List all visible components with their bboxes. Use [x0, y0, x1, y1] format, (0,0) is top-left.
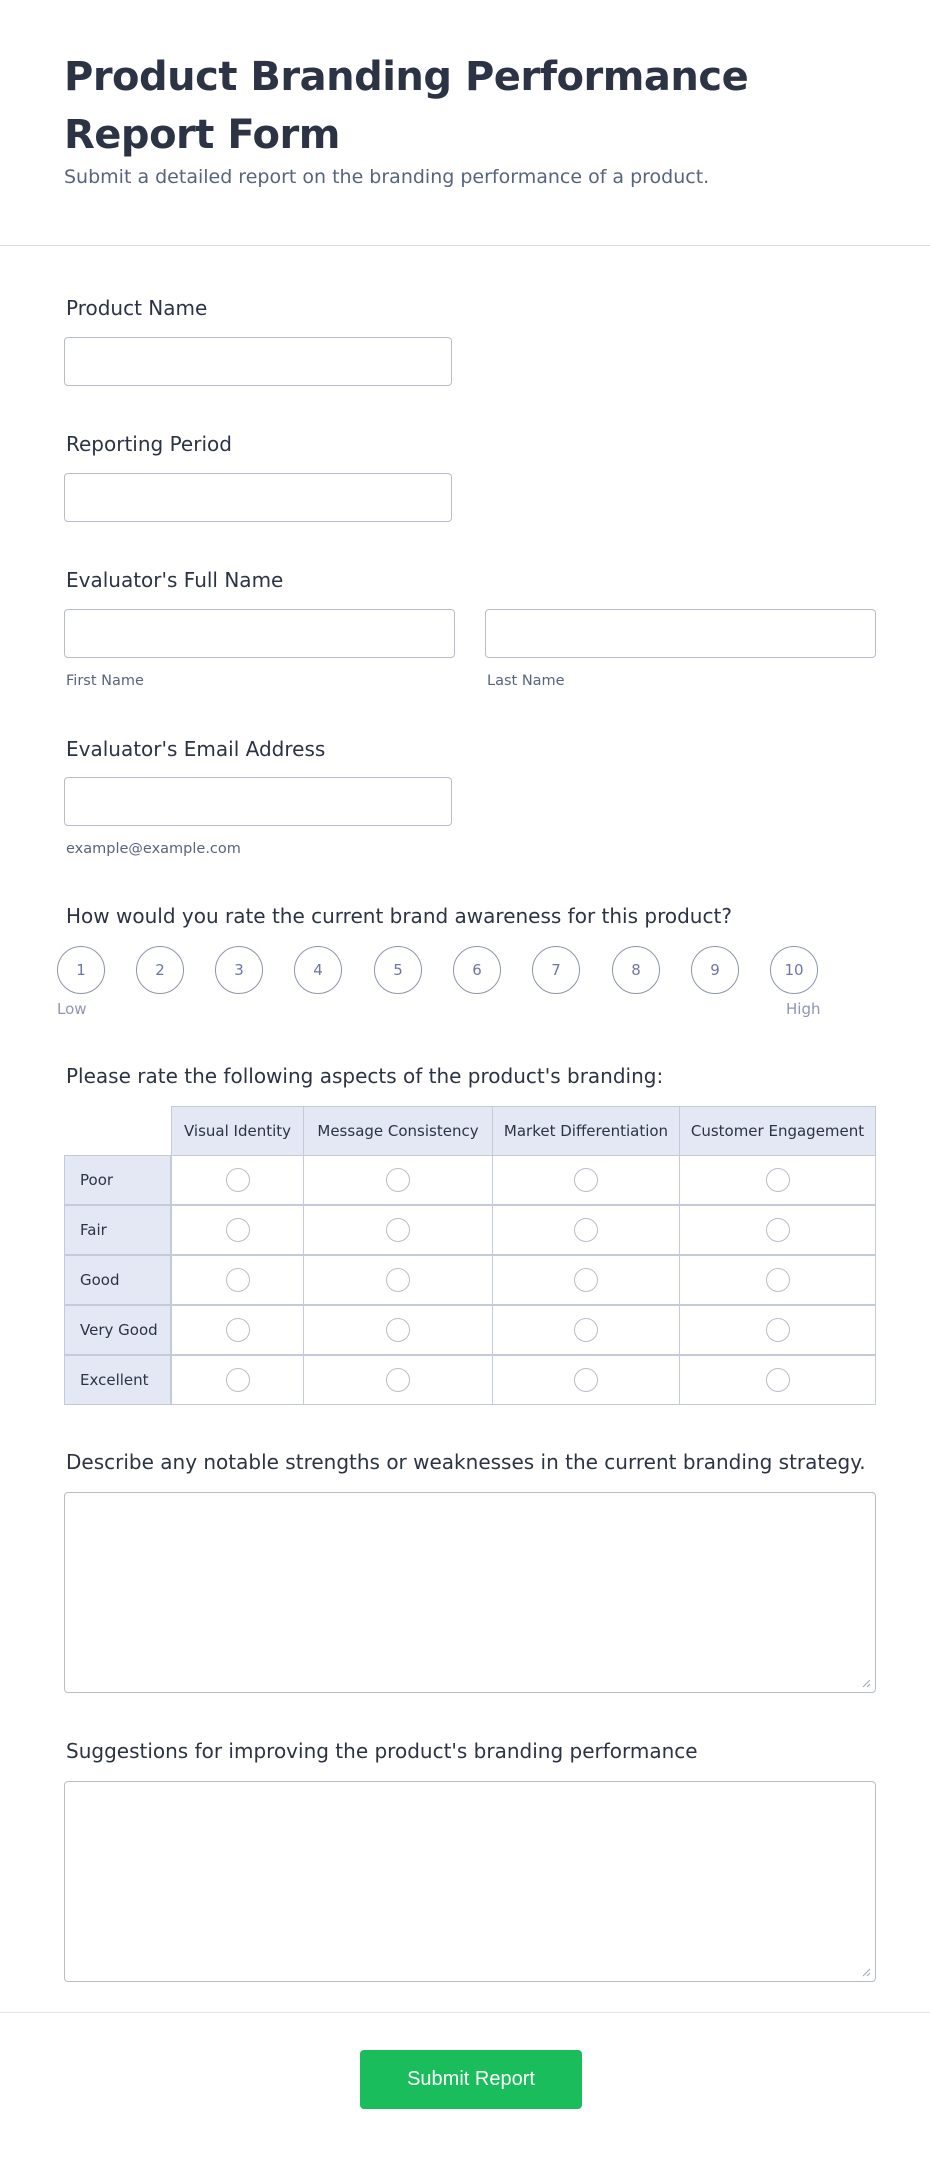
matrix-cell [679, 1305, 876, 1355]
form-subtitle: Submit a detailed report on the branding performance of a product. [64, 166, 710, 188]
strengths-textarea[interactable] [64, 1492, 876, 1693]
matrix-row-fair: Fair [64, 1205, 171, 1255]
email-sublabel: example@example.com [66, 841, 241, 857]
footer-divider [0, 2012, 930, 2013]
resize-grip-icon[interactable] [861, 1678, 871, 1688]
matrix-cell [303, 1255, 493, 1305]
evaluator-email-label: Evaluator's Email Address [66, 737, 326, 761]
matrix-radio-fair-message-consistency[interactable] [386, 1218, 410, 1242]
matrix-cell [679, 1205, 876, 1255]
matrix-radio-poor-visual-identity[interactable] [226, 1168, 250, 1192]
matrix-radio-good-customer-engagement[interactable] [766, 1268, 790, 1292]
branding-matrix [64, 1106, 876, 1405]
matrix-radio-good-visual-identity[interactable] [226, 1268, 250, 1292]
first-name-sublabel: First Name [66, 673, 144, 689]
matrix-radio-fair-customer-engagement[interactable] [766, 1218, 790, 1242]
matrix-row-poor: Poor [64, 1155, 171, 1205]
scale-option-4[interactable]: 4 [294, 946, 342, 994]
matrix-cell [171, 1155, 304, 1205]
matrix-radio-very-good-visual-identity[interactable] [226, 1318, 250, 1342]
matrix-radio-poor-market-differentiation[interactable] [574, 1168, 598, 1192]
matrix-col-customer-engagement: Customer Engagement [679, 1106, 876, 1156]
matrix-cell [679, 1155, 876, 1205]
matrix-radio-poor-message-consistency[interactable] [386, 1168, 410, 1192]
form-header [0, 0, 930, 246]
suggestions-label: Suggestions for improving the product's branding performance [66, 1739, 698, 1763]
matrix-cell [679, 1255, 876, 1305]
brand-awareness-question: How would you rate the current brand awareness for this product? [66, 904, 732, 928]
matrix-cell [303, 1205, 493, 1255]
evaluator-name-label: Evaluator's Full Name [66, 568, 284, 592]
matrix-col-message-consistency: Message Consistency [303, 1106, 493, 1156]
resize-grip-icon[interactable] [861, 1967, 871, 1977]
submit-report-button[interactable]: Submit Report [360, 2050, 582, 2109]
product-name-input[interactable] [64, 337, 452, 386]
matrix-cell [171, 1355, 304, 1405]
matrix-radio-very-good-message-consistency[interactable] [386, 1318, 410, 1342]
scale-option-7[interactable]: 7 [532, 946, 580, 994]
scale-option-1[interactable]: 1 [57, 946, 105, 994]
matrix-radio-excellent-message-consistency[interactable] [386, 1368, 410, 1392]
matrix-col-visual-identity: Visual Identity [171, 1106, 304, 1156]
matrix-cell [492, 1205, 680, 1255]
reporting-period-input[interactable] [64, 473, 452, 522]
matrix-radio-very-good-market-differentiation[interactable] [574, 1318, 598, 1342]
matrix-row-excellent: Excellent [64, 1355, 171, 1405]
matrix-cell [303, 1305, 493, 1355]
scale-low-label: Low [57, 1000, 87, 1018]
last-name-input[interactable] [485, 609, 876, 658]
matrix-row-very-good: Very Good [64, 1305, 171, 1355]
matrix-cell [492, 1305, 680, 1355]
matrix-radio-excellent-visual-identity[interactable] [226, 1368, 250, 1392]
scale-option-3[interactable]: 3 [215, 946, 263, 994]
matrix-cell [303, 1155, 493, 1205]
scale-option-10[interactable]: 10 [770, 946, 818, 994]
matrix-radio-poor-customer-engagement[interactable] [766, 1168, 790, 1192]
matrix-radio-fair-visual-identity[interactable] [226, 1218, 250, 1242]
product-name-label: Product Name [66, 296, 208, 320]
matrix-question: Please rate the following aspects of the product's branding: [66, 1064, 664, 1088]
matrix-cell [171, 1255, 304, 1305]
scale-option-2[interactable]: 2 [136, 946, 184, 994]
matrix-cell [492, 1355, 680, 1405]
matrix-radio-excellent-customer-engagement[interactable] [766, 1368, 790, 1392]
email-input[interactable] [64, 777, 452, 826]
suggestions-textarea[interactable] [64, 1781, 876, 1982]
scale-option-8[interactable]: 8 [612, 946, 660, 994]
matrix-cell [171, 1205, 304, 1255]
matrix-cell [303, 1355, 493, 1405]
first-name-input[interactable] [64, 609, 455, 658]
scale-option-9[interactable]: 9 [691, 946, 739, 994]
last-name-sublabel: Last Name [487, 673, 565, 689]
matrix-cell [679, 1355, 876, 1405]
matrix-radio-fair-market-differentiation[interactable] [574, 1218, 598, 1242]
scale-high-label: High [786, 1000, 821, 1018]
matrix-col-market-differentiation: Market Differentiation [492, 1106, 680, 1156]
scale-option-5[interactable]: 5 [374, 946, 422, 994]
matrix-radio-good-message-consistency[interactable] [386, 1268, 410, 1292]
scale-option-6[interactable]: 6 [453, 946, 501, 994]
matrix-row-good: Good [64, 1255, 171, 1305]
reporting-period-label: Reporting Period [66, 432, 232, 456]
matrix-radio-good-market-differentiation[interactable] [574, 1268, 598, 1292]
matrix-cell [492, 1155, 680, 1205]
matrix-cell [171, 1305, 304, 1355]
strengths-label: Describe any notable strengths or weaknesses in the current branding strategy. [66, 1450, 866, 1474]
matrix-radio-very-good-customer-engagement[interactable] [766, 1318, 790, 1342]
matrix-cell [492, 1255, 680, 1305]
form-title: Product Branding Performance Report Form [64, 54, 749, 158]
matrix-radio-excellent-market-differentiation[interactable] [574, 1368, 598, 1392]
